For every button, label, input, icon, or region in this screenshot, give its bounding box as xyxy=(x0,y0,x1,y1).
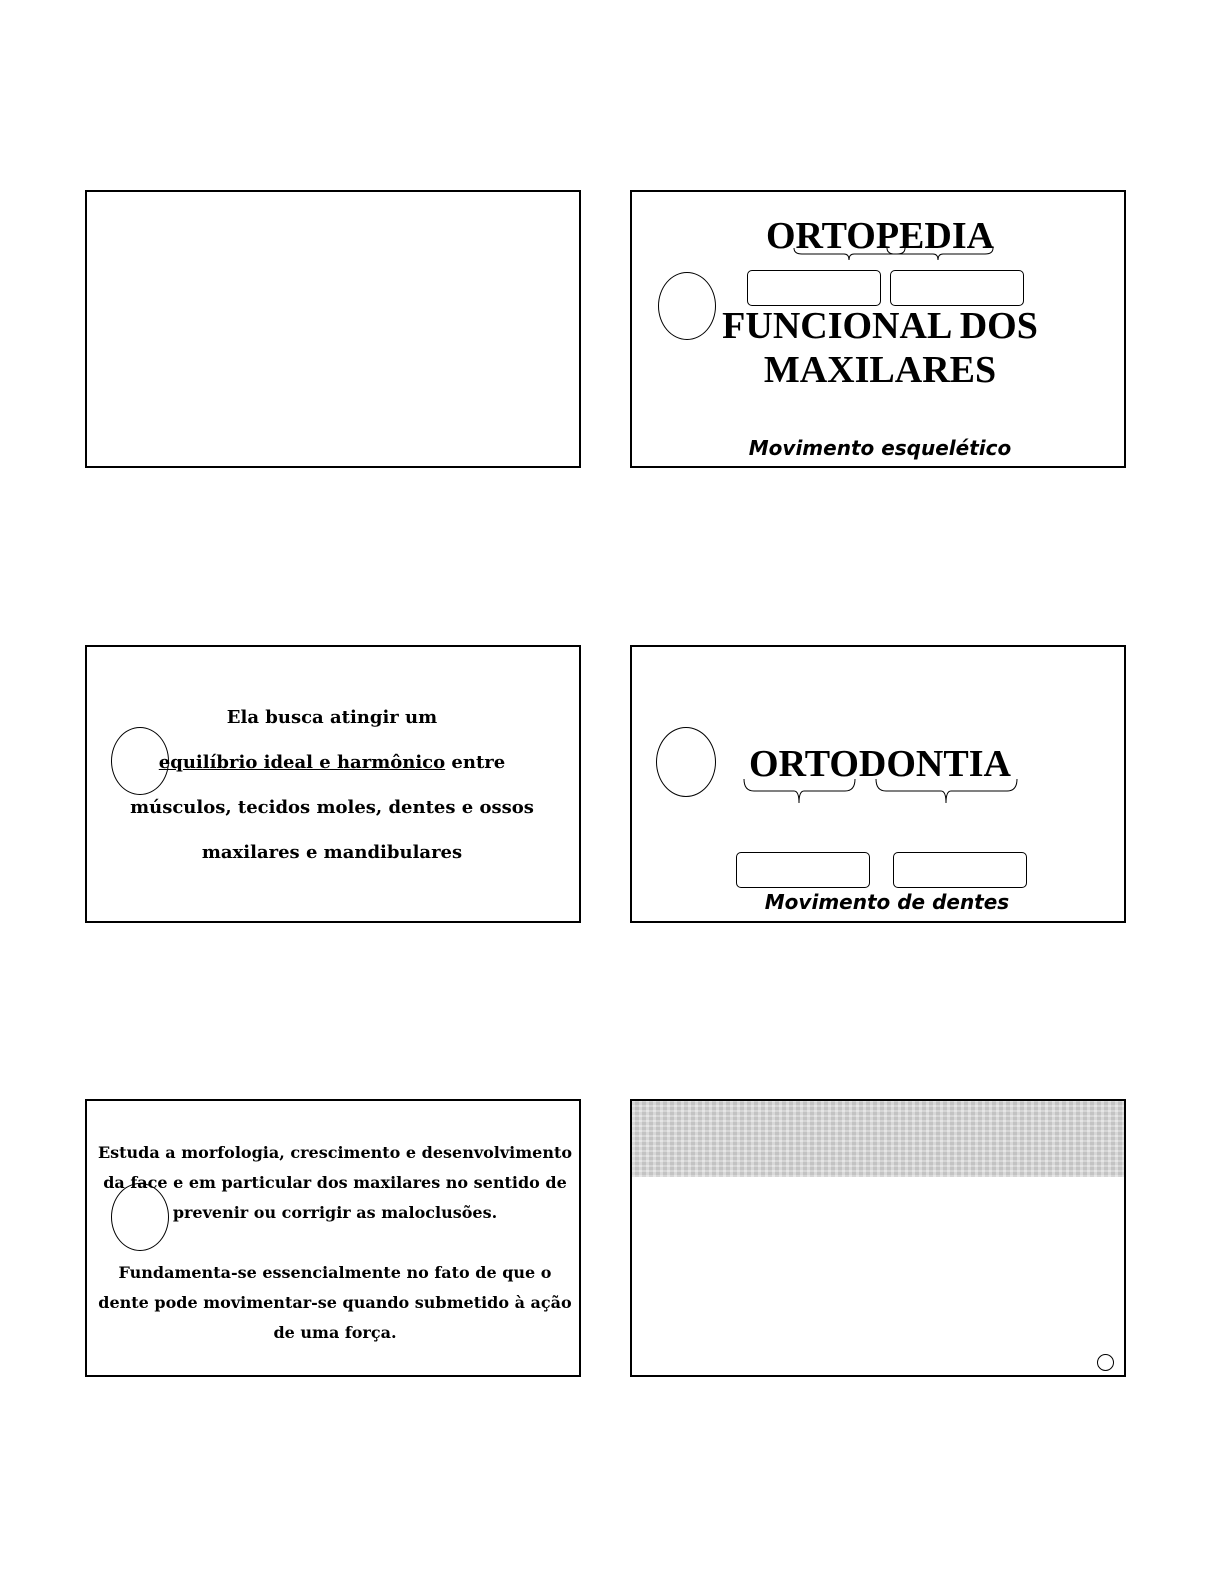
slide-1 xyxy=(85,190,581,468)
text-line-2 xyxy=(87,752,577,773)
brace-right xyxy=(885,246,995,262)
slide-5 xyxy=(85,1099,581,1377)
slide-title-line2: FUNCIONAL DOS xyxy=(722,305,1038,347)
label-box-left xyxy=(747,270,881,306)
label-box-right xyxy=(890,270,1024,306)
slide-subtitle: Movimento de dentes xyxy=(764,890,1010,914)
brace-right xyxy=(874,777,1019,805)
text-line-3: músculos, tecidos moles, dentes e ossos xyxy=(130,797,534,818)
paragraph-2-line-1: Fundamenta-se essencialmente no fato de que o xyxy=(118,1263,552,1282)
label-box-right xyxy=(893,852,1027,888)
paragraph-1-line-3: prevenir ou corrigir as maloclusões. xyxy=(172,1203,498,1222)
text-line-1: Ela busca atingir um xyxy=(226,707,438,728)
slide-title: ORTODONTIA xyxy=(749,743,1011,785)
slide-6 xyxy=(630,1099,1126,1377)
slide-3 xyxy=(85,645,581,923)
text-line-4: maxilares e mandibulares xyxy=(201,842,463,863)
paragraph-2-line-3: de uma força. xyxy=(273,1323,397,1342)
slide-title-top: ORTOPEDIA xyxy=(765,215,995,257)
textured-header-band xyxy=(632,1101,1124,1177)
paragraph-2-line-2: dente pode movimentar-se quando submetido à ação xyxy=(98,1293,572,1312)
slide-4 xyxy=(630,645,1126,923)
paragraph-1-line-2: da face e em particular dos maxilares no sentido de xyxy=(103,1173,567,1192)
text-line-2-rest: entre xyxy=(445,752,506,773)
label-box-left xyxy=(736,852,870,888)
paragraph-1-line-1: Estuda a morfologia, crescimento e desenvolvimento xyxy=(97,1143,573,1162)
slide-title-line3: MAXILARES xyxy=(763,349,997,391)
small-circle-shape xyxy=(1097,1354,1114,1371)
underlined-phrase: equilíbrio ideal e harmônico xyxy=(158,752,446,773)
slide-2 xyxy=(630,190,1126,468)
brace-left xyxy=(742,777,857,805)
slide-subtitle: Movimento esquelético xyxy=(748,436,1012,460)
